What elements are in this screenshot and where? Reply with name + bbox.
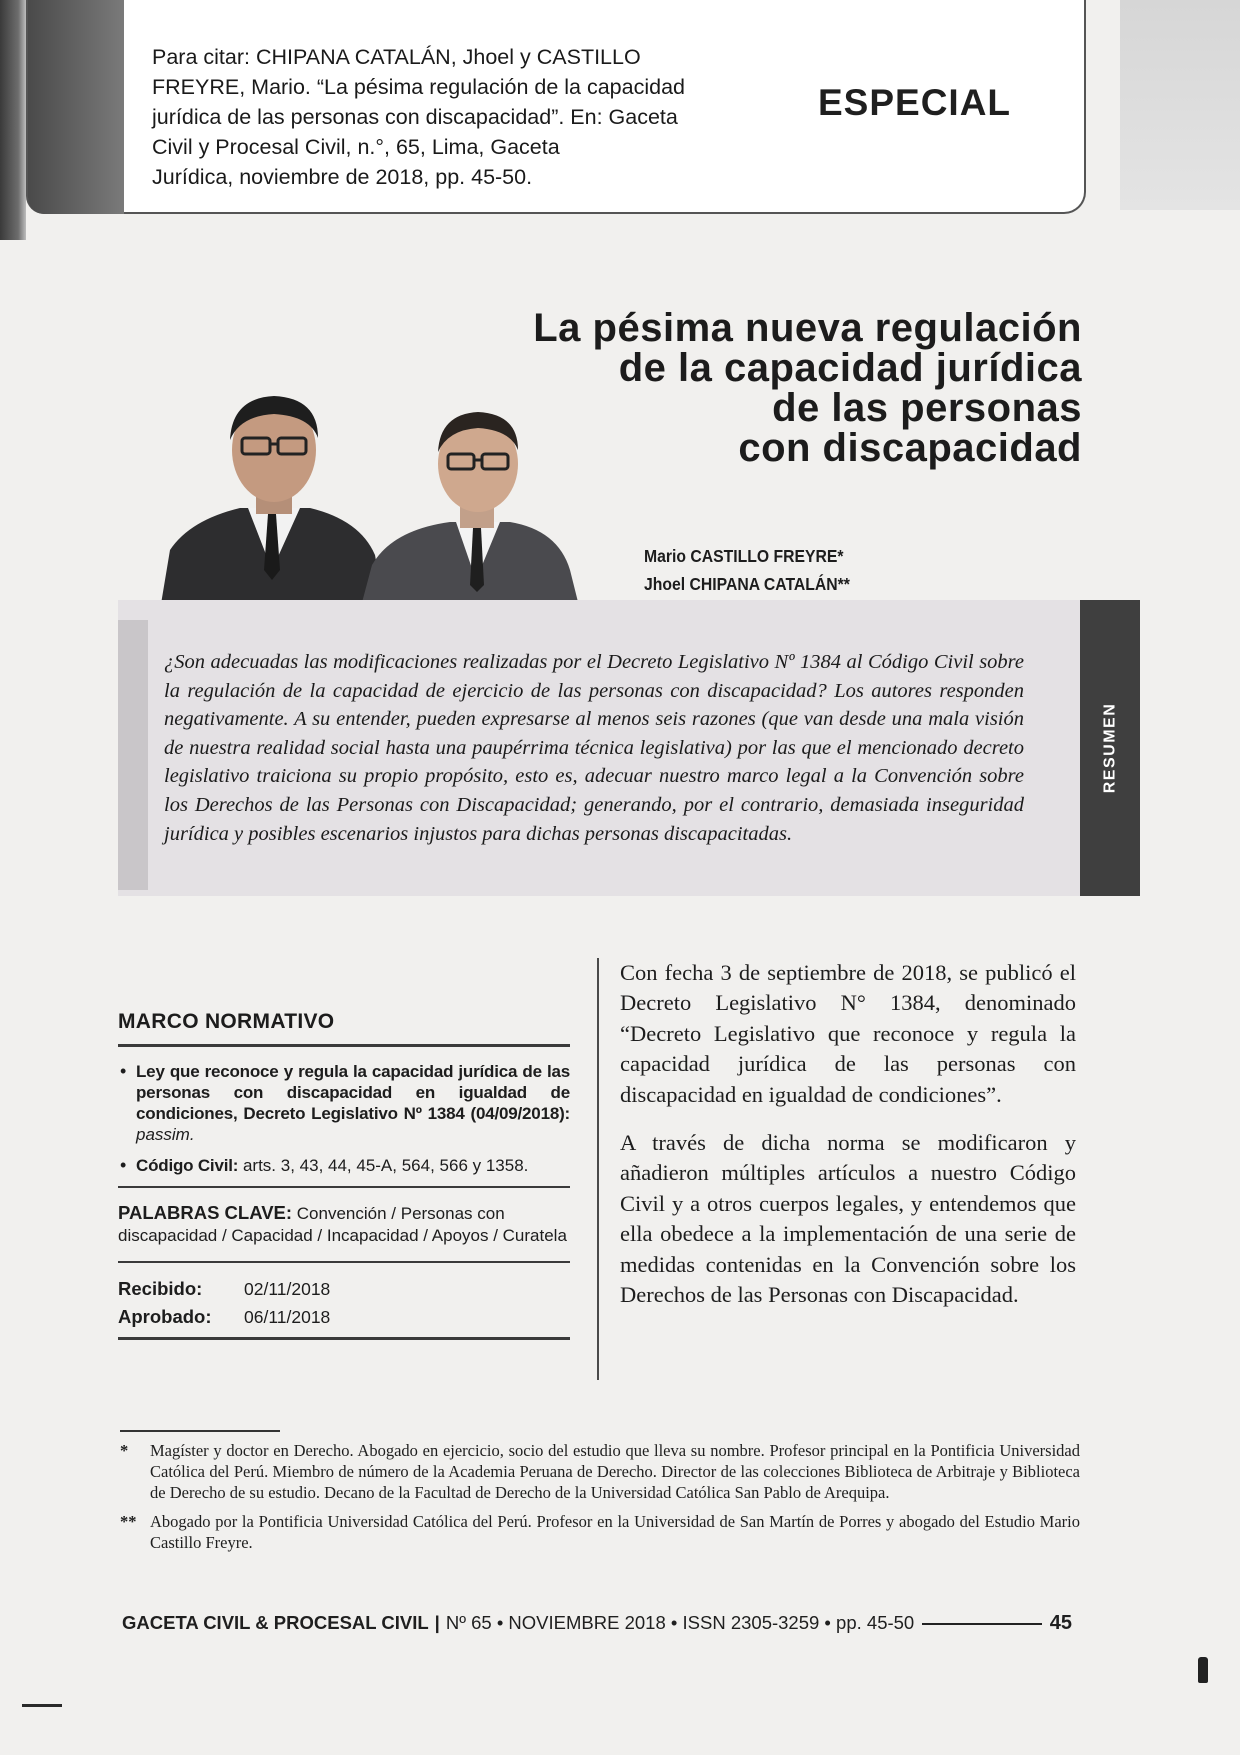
received-date: 02/11/2018: [244, 1279, 331, 1299]
author-1-portrait: [160, 396, 385, 610]
footnote-mark: *: [120, 1441, 129, 1460]
body-paragraph: Con fecha 3 de septiembre de 2018, se publicó el Decreto Legislativo N° 1384, denominado “Decreto Legislativo que reconoce y regula la capacidad jurídica de las personas con discapacidad en igualdad de condiciones”.: [620, 960, 1076, 1107]
sidebar-rule: [118, 1337, 570, 1340]
scan-right-edge: [1120, 0, 1240, 210]
normative-item-detail: arts. 3, 43, 44, 45-A, 564, 566 y 1358.: [242, 1156, 529, 1175]
normative-item-detail: passim.: [136, 1125, 195, 1144]
page-number: 45: [1049, 1612, 1072, 1634]
resumen-label: RESUMEN: [1101, 702, 1119, 794]
citation-line: jurídica de las personas con discapacidad”. En: Gaceta: [152, 105, 678, 129]
citation-line: FREYRE, Mario. “La pésima regulación de la capacidad: [152, 75, 685, 99]
title-line: de la capacidad jurídica: [618, 346, 1082, 390]
approved-date: 06/11/2018: [244, 1307, 331, 1327]
title-line: de las personas: [772, 386, 1082, 430]
keywords-label: PALABRAS CLAVE:: [118, 1202, 293, 1223]
footnote-text: Magíster y doctor en Derecho. Abogado en ejercicio, socio del estudio que lleva su nombre. Profesor principal en la Pontificia Universidad Católica del Perú. Miembro de número de la Academia Peruana de Derecho. Director de las colecciones Biblioteca de Arbitraje y Biblioteca de Derecho de su estudio. Decano de la Facultad de Derecho de la Universidad Católica San Pablo de Arequipa.: [150, 1441, 1080, 1502]
keywords-block: [118, 1202, 570, 1247]
approved-row: [118, 1303, 570, 1331]
citation-line: Jurídica, noviembre de 2018, pp. 45-50.: [152, 165, 533, 189]
footnote: [118, 1440, 1080, 1503]
footnote-rule: [120, 1430, 280, 1432]
citation-line: Civil y Procesal Civil, n.°, 65, Lima, Gaceta: [152, 135, 560, 159]
section-label: ESPECIAL: [818, 82, 1012, 123]
abstract-shade: [118, 620, 148, 890]
citation-line: Para citar: CHIPANA CATALÁN, Jhoel y CASTILLO: [152, 45, 641, 69]
sidebar-rule: [118, 1044, 570, 1047]
author-list: [644, 542, 850, 598]
page-footer: [122, 1612, 1072, 1635]
issue-info: Nº 65 • NOVIEMBRE 2018 • ISSN 2305-3259 • pp. 45-50: [445, 1612, 915, 1633]
author-2-portrait: [360, 412, 580, 610]
normative-sidebar: [118, 1010, 570, 1340]
footer-separator: |: [434, 1612, 440, 1633]
normative-item-title: Código Civil:: [136, 1156, 239, 1175]
scan-ink-blot: [1198, 1657, 1208, 1683]
normative-item: [118, 1061, 570, 1145]
normative-list: [118, 1061, 570, 1176]
dates-block: [118, 1275, 570, 1331]
sidebar-heading: MARCO NORMATIVO: [118, 1010, 335, 1033]
footnotes: [118, 1440, 1080, 1561]
author-name: Jhoel CHIPANA CATALÁN**: [644, 574, 850, 594]
sidebar-rule: [118, 1261, 570, 1263]
scan-bottom-mark: [22, 1704, 62, 1707]
resumen-tab: [1080, 600, 1140, 896]
citation-text: [152, 42, 792, 192]
footnote: [118, 1511, 1080, 1553]
title-line: La pésima nueva regulación: [533, 306, 1082, 350]
scan-left-edge: [0, 0, 26, 240]
body-paragraph: A través de dicha norma se modificaron y añadieron múltiples artículos a nuestro Código Civil y a otros cuerpos legales, y entendemos que ella obedece a la implementación de una serie de medidas contenidas en la Convención sobre los Derechos de las Personas con Discapacidad.: [620, 1130, 1076, 1308]
sidebar-rule: [118, 1186, 570, 1188]
abstract-text: ¿Son adecuadas las modificaciones realizadas por el Decreto Legislativo Nº 1384 al Código Civil sobre la regulación de la capacidad de ejercicio de las personas con discapacidad? Los autores responden negativamente. A su entender, pueden expresarse al menos seis razones (que van desde una mala visión de nuestra realidad social hasta una paupérrima técnica legislativa) por las que el mencionado decreto legislativo traiciona su propio propósito, esto es, adecuar nuestro marco legal a la Convención sobre los Derechos de las Personas con Discapacidad; generando, por el contrario, demasiada inseguridad jurídica y posibles escenarios injustos para dichas personas discapacitadas.: [164, 651, 1024, 845]
footnote-mark: **: [120, 1512, 137, 1531]
approved-label: Aprobado:: [118, 1306, 212, 1327]
column-divider: [597, 958, 599, 1380]
body-column: [620, 958, 1076, 1310]
keywords-list: Convención / Personas con discapacidad / Capacidad / Incapacidad / Apoyos / Curatela: [118, 1204, 567, 1245]
footer-rule: [922, 1623, 1042, 1625]
header-dark-block: [28, 0, 124, 214]
normative-item-title: Ley que reconoce y regula la capacidad jurídica de las personas con discapacidad en igualdad de condiciones, Decreto Legislativo Nº 1384 (04/09/2018):: [136, 1062, 570, 1123]
author-photos-illustration: [160, 380, 620, 610]
journal-name: GACETA CIVIL & PROCESAL CIVIL: [122, 1612, 429, 1633]
received-label: Recibido:: [118, 1278, 203, 1299]
title-line: con discapacidad: [738, 426, 1082, 470]
received-row: [118, 1275, 570, 1303]
footnote-text: Abogado por la Pontificia Universidad Católica del Perú. Profesor en la Universidad de San Martín de Porres y abogado del Estudio Mario Castillo Freyre.: [150, 1512, 1080, 1552]
normative-item: [118, 1155, 570, 1176]
author-name: Mario CASTILLO FREYRE*: [644, 546, 844, 566]
author-photos: [160, 380, 620, 610]
